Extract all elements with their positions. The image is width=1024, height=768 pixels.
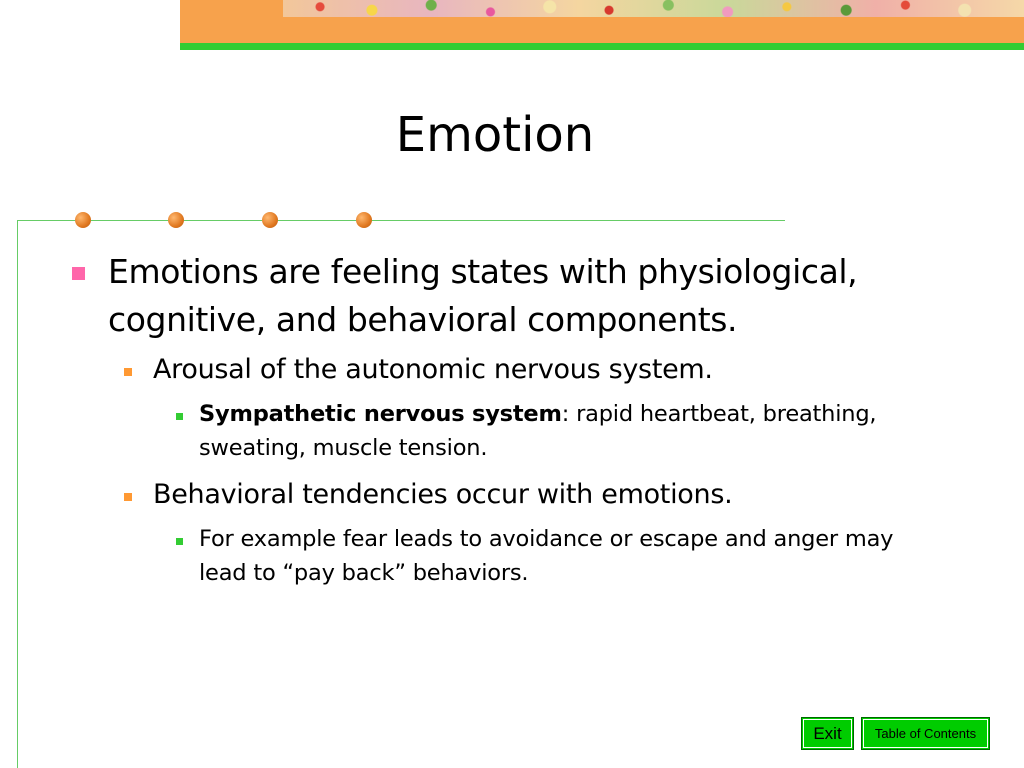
exit-button[interactable]: Exit	[801, 717, 854, 750]
term-description: : rapid heartbeat, breathing, sweating, muscle tension.	[199, 401, 877, 461]
bullet-square-icon	[176, 538, 183, 545]
top-banner	[180, 0, 1024, 43]
bullet-level3-text	[199, 397, 929, 465]
bullet-square-icon	[124, 368, 132, 376]
orange-dot-ornament	[168, 212, 184, 228]
slide-title: Emotion	[395, 107, 595, 163]
frame-top-line	[17, 220, 785, 221]
bullet-square-icon	[124, 493, 132, 501]
bullet-level2-text: Arousal of the autonomic nervous system.	[153, 354, 713, 385]
orange-dot-ornament	[75, 212, 91, 228]
green-accent-bar	[180, 43, 1024, 50]
table-of-contents-button[interactable]: Table of Contents	[861, 717, 990, 750]
bullet-square-icon	[72, 267, 85, 280]
flower-image-strip	[283, 0, 1024, 17]
bold-term: Sympathetic nervous system	[199, 401, 562, 427]
bullet-level3-text: For example fear leads to avoidance or escape and anger may lead to “pay back” behaviors.	[199, 526, 894, 586]
bullet-level2-text: Behavioral tendencies occur with emotions.	[153, 479, 733, 510]
bullet-square-icon	[176, 413, 183, 420]
orange-dot-ornament	[262, 212, 278, 228]
bullet-level1-text: Emotions are feeling states with physiological, cognitive, and behavioral components.	[108, 252, 858, 339]
orange-dot-ornament	[356, 212, 372, 228]
frame-left-line	[17, 220, 18, 768]
